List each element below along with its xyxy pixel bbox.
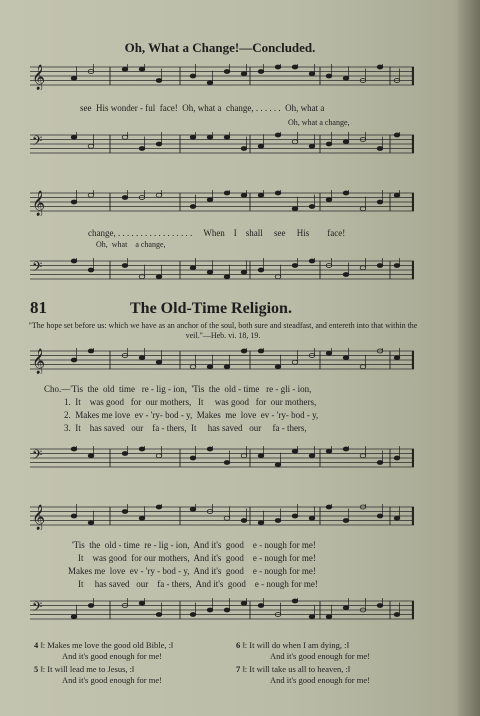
song1-lyric-line1: see His wonder - ful face! Oh, what a change, . . . . . . Oh, what a [80, 103, 325, 113]
svg-text:𝄞: 𝄞 [32, 65, 46, 90]
chorus-line-3: 3. It has saved our fa - thers, It has saved our fa - thers, [64, 423, 307, 433]
staff-bass-4 [30, 598, 414, 622]
book-spine [458, 0, 480, 716]
song1-title: Oh, What a Change!—Concluded. [124, 40, 316, 55]
verse-7-refrain: And it's good enough for me! [270, 675, 370, 685]
staff-treble-2 [30, 190, 414, 214]
hymn-number: 81 [30, 298, 47, 317]
second-line-1: It was good for our mothers, And it's good e - nough for me! [78, 553, 316, 563]
chorus-line-2: 2. Makes me love ev - 'ry- bod - y, Makes me love ev - 'ry- bod - y, [64, 410, 319, 420]
verse-5-refrain: And it's good enough for me! [62, 675, 162, 685]
verse-6: 6 ‖: It will do when I am dying, :‖ [236, 640, 349, 650]
song2-title: The Old-Time Religion. [130, 300, 292, 317]
svg-text:𝄢: 𝄢 [32, 259, 43, 278]
verse-5: 5 ‖: It will lead me to Jesus, :‖ [34, 664, 135, 674]
verse-6-refrain: And it's good enough for me! [270, 651, 370, 661]
second-line-2: Makes me love ev - 'ry - bod - y, And it's good e - nough for me! [68, 566, 316, 576]
staff-treble-1 [30, 64, 414, 88]
svg-text:𝄢: 𝄢 [32, 133, 43, 152]
song1-alto-above: Oh, what a change, [288, 118, 350, 127]
verse-4: 4 ‖: Makes me love the good old Bible, :‖ [34, 640, 174, 650]
staff-treble-4 [30, 504, 414, 528]
song1-alto-below: Oh, what a change, [96, 240, 166, 249]
verse-4-refrain: And it's good enough for me! [62, 651, 162, 661]
verse-7: 7 ‖: It will take us all to heaven, :‖ [236, 664, 351, 674]
song2-epigraph: "The hope set before us: which we have as an anchor of the soul, both sure and steadfast, and entereth into that within the veil."—Heb. vi. 18, 19. [28, 321, 418, 340]
staff-bass-2 [30, 258, 414, 282]
second-line-3: It has saved our fa - thers, And it's good e - nough for me! [78, 579, 318, 589]
svg-text:𝄢: 𝄢 [32, 599, 43, 618]
second-line-0: 'Tis the old - time re - lig - ion, And it's good e - nough for me! [72, 540, 316, 550]
staff-bass-1 [30, 132, 414, 156]
song1-lyric-line2: change, . . . . . . . . . . . . . . . . . When I shall see His face! [88, 228, 346, 238]
staff-bass-3 [30, 446, 414, 470]
svg-text:𝄞: 𝄞 [32, 191, 46, 216]
svg-text:𝄞: 𝄞 [32, 349, 46, 374]
svg-text:𝄢: 𝄢 [32, 447, 43, 466]
chorus-line-0: Cho.—'Tis the old time re - lig - ion, 'Tis the old - time re - gli - ion, [44, 384, 312, 394]
staff-treble-3 [30, 348, 414, 372]
chorus-line-1: 1. It was good for our mothers, It was good for our mothers, [64, 397, 317, 407]
svg-text:𝄞: 𝄞 [32, 505, 46, 530]
